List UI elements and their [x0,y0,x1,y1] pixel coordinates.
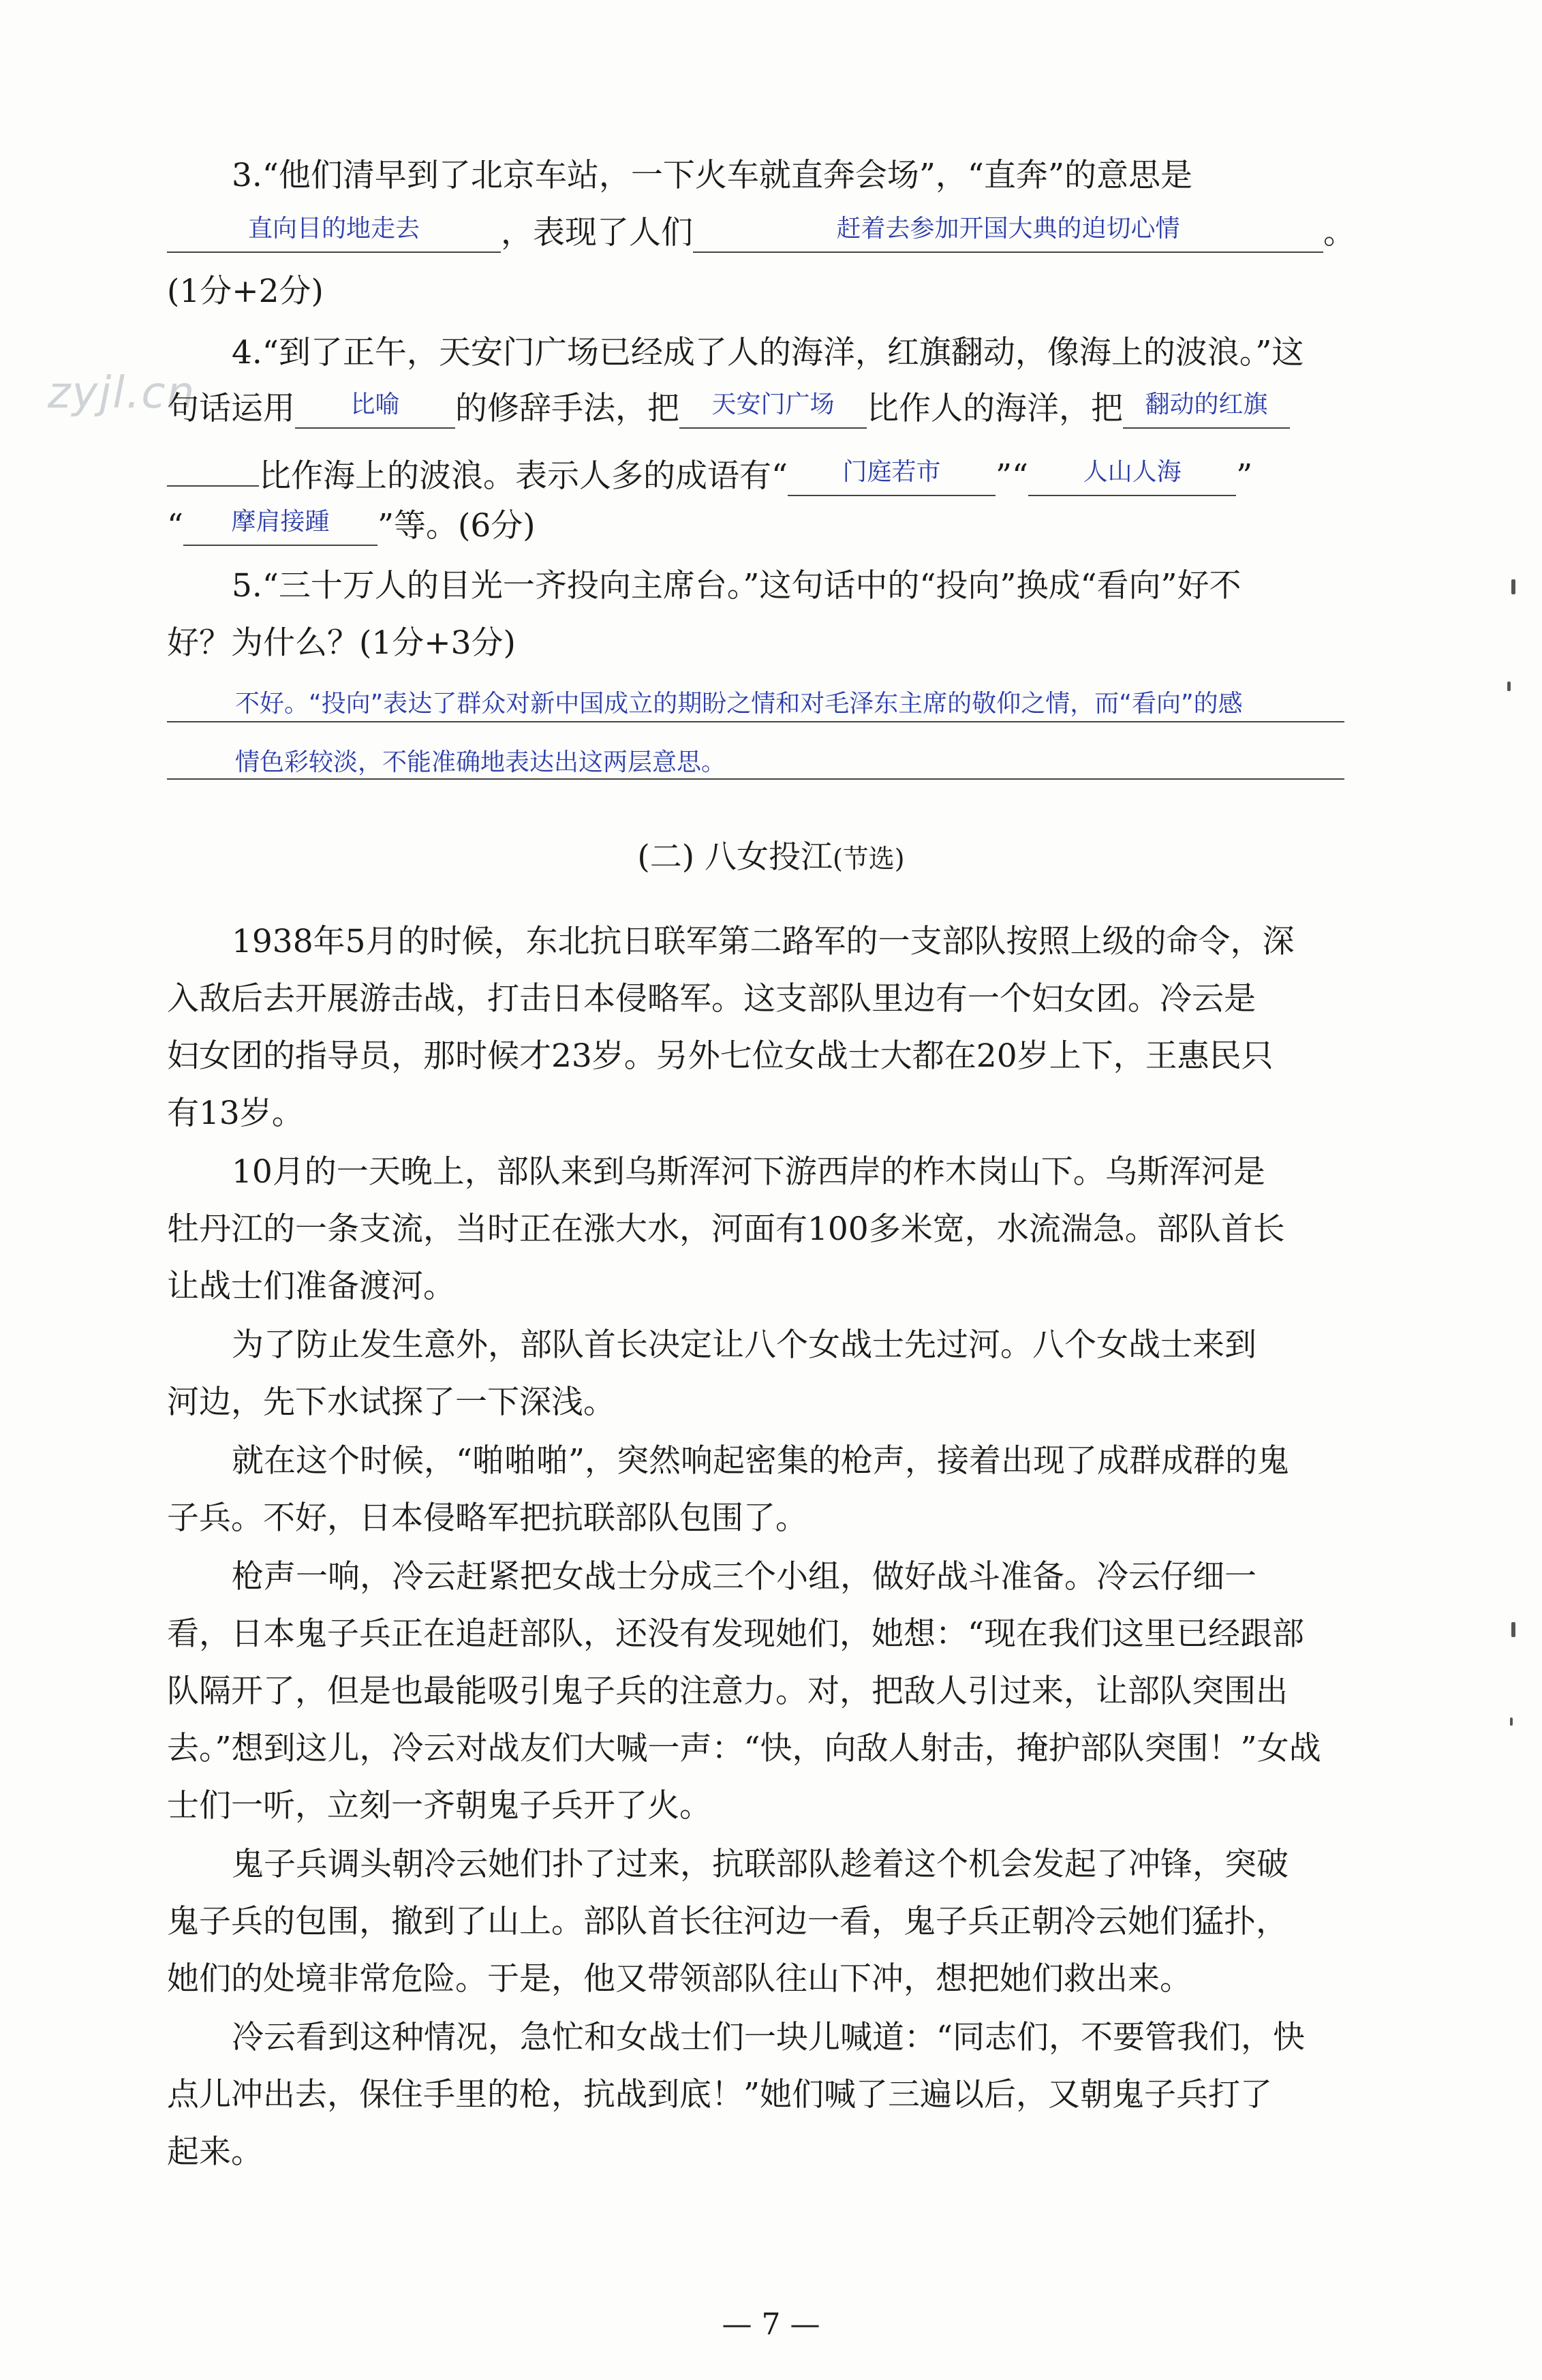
q4-answer-3: 翻动的红旗 [1145,391,1268,418]
site-watermark: zyjl.cn [48,368,196,418]
passage-line: 子兵。不好，日本侵略军把抗联部队包围了。 [167,1499,807,1537]
passage-line: 河边，先下水试探了一下深浅。 [167,1384,615,1421]
q4-line2 [167,388,1359,429]
passage-line: 就在这个时候，“啪啪啪”，突然响起密集的枪声，接着出现了成群成群的鬼 [232,1442,1290,1480]
section-title-main: (二) 八女投江 [637,838,833,876]
q4-blank-2[interactable] [679,389,867,429]
q4-blank-4[interactable] [788,457,996,496]
q4-line1: 4.“到了正午，天安门广场已经成了人的海洋，红旗翻动，像海上的波浪。”这 [232,334,1304,371]
q5-answer-text-1: 不好。“投向”表达了群众对新中国成立的期盼之情和对毛泽东主席的敬仰之情，而“看向”的感 [235,690,1243,718]
q4-text-3: 比作人的海洋，把 [867,390,1123,427]
q4-answer-5: 人山人海 [1083,458,1182,486]
passage-line: 让战士们准备渡河。 [167,1268,455,1305]
q4-answer-1: 比喻 [350,391,400,418]
q4-text-5: ”“ [996,457,1029,495]
passage-line: 牡丹江的一条支流，当时正在涨大水，河面有100多米宽，水流湍急。部队首长 [167,1210,1285,1248]
q4-answer-2: 天安门广场 [711,391,835,418]
q4-answer-6: 摩肩接踵 [231,508,330,536]
q4-text-4: 比作海上的波浪。表示人多的成语有“ [259,457,788,495]
q3-text-end: 。 [1323,214,1355,251]
passage-line: 去。”想到这儿，冷云对战友们大喊一声：“快，向敌人射击，掩护部队突围！”女战 [167,1730,1321,1767]
passage-line: 枪声一响，冷云赶紧把女战士分成三个小组，做好战斗准备。冷云仔细一 [232,1558,1256,1596]
passage-line: 1938年5月的时候，东北抗日联军第二路军的一支部队按照上级的命令，深 [232,923,1295,960]
q3-score: (1分+2分) [167,273,324,310]
q4-blank-6[interactable] [183,506,377,546]
passage-line: 士们一听，立刻一齐朝鬼子兵开了火。 [167,1787,711,1825]
q3-blank-1[interactable] [167,213,501,253]
q4-blank-3-cont[interactable] [167,447,259,487]
q4-text-7: “ [167,507,184,545]
passage-line: 鬼子兵的包围，撤到了山上。部队首长往河边一看，鬼子兵正朝冷云她们猛扑， [167,1903,1288,1940]
scan-mark [1511,1622,1515,1637]
q4-blank-1[interactable] [295,389,455,429]
passage-line: 入敌后去开展游击战，打击日本侵略军。这支部队里边有一个妇女团。冷云是 [167,980,1256,1018]
passage-line: 为了防止发生意外，部队首长决定让八个女战士先过河。八个女战士来到 [232,1326,1256,1364]
q3-line1: 3.“他们清早到了北京车站，一下火车就直奔会场”，“直奔”的意思是 [232,157,1192,194]
passage-line: 10月的一天晚上，部队来到乌斯浑河下游西岸的柞木岗山下。乌斯浑河是 [232,1153,1265,1191]
passage-line: 点儿冲出去，保住手里的枪，抗战到底！”她们喊了三遍以后，又朝鬼子兵打了 [167,2076,1273,2114]
q4-line3 [167,447,1359,497]
scan-mark [1507,682,1511,691]
passage-line: 她们的处境非常危险。于是，他又带领部队往山下冲，想把她们救出来。 [167,1960,1192,1998]
q3-answer-2: 赶着去参加开国大典的迫切心情 [836,215,1180,243]
q4-text-2: 的修辞手法，把 [455,390,679,427]
scan-mark [1511,579,1515,594]
passage-line: 起来。 [167,2133,263,2171]
q4-text-8: ”等。(6分) [377,507,536,545]
q4-text-6: ” [1236,457,1253,495]
passage-line: 队隔开了，但是也最能吸引鬼子兵的注意力。对，把敌人引过来，让部队突围出 [167,1673,1288,1710]
q5-answer-text-2: 情色彩较淡，不能准确地表达出这两层意思。 [235,748,726,776]
q3-line2 [167,213,1359,254]
passage-line: 妇女团的指导员，那时候才23岁。另外七位女战士大都在20岁上下，王惠民只 [167,1037,1274,1075]
q4-answer-4: 门庭若市 [842,458,941,486]
passage-line: 有13岁。 [167,1095,304,1132]
q5-line1: 5.“三十万人的目光一齐投向主席台。”这句话中的“投向”换成“看向”好不 [232,567,1242,605]
passage-line: 鬼子兵调头朝冷云她们扑了过来，抗联部队趁着这个机会发起了冲锋，突破 [232,1846,1289,1883]
q4-text-1: 句话运用 [167,390,295,427]
q3-answer-1: 直向目的地走去 [247,215,420,243]
passage-line: 看，日本鬼子兵正在追赶部队，还没有发现她们，她想：“现在我们这里已经跟部 [167,1615,1305,1653]
q4-line4 [167,506,1359,547]
page-number: — 7 — [722,2307,820,2342]
section-title [0,832,1542,877]
q3-text-mid: ，表现了人们 [501,214,693,251]
passage-line: 冷云看到这种情况，急忙和女战士们一块儿喊道：“同志们，不要管我们，快 [232,2019,1306,2056]
scan-mark [1510,1718,1513,1726]
q5-line2: 好？为什么？(1分+3分) [167,624,516,662]
section-title-note: (节选) [832,844,905,874]
q4-blank-5[interactable] [1028,457,1236,496]
q3-blank-2[interactable] [693,213,1323,253]
q4-blank-3[interactable] [1123,389,1290,429]
